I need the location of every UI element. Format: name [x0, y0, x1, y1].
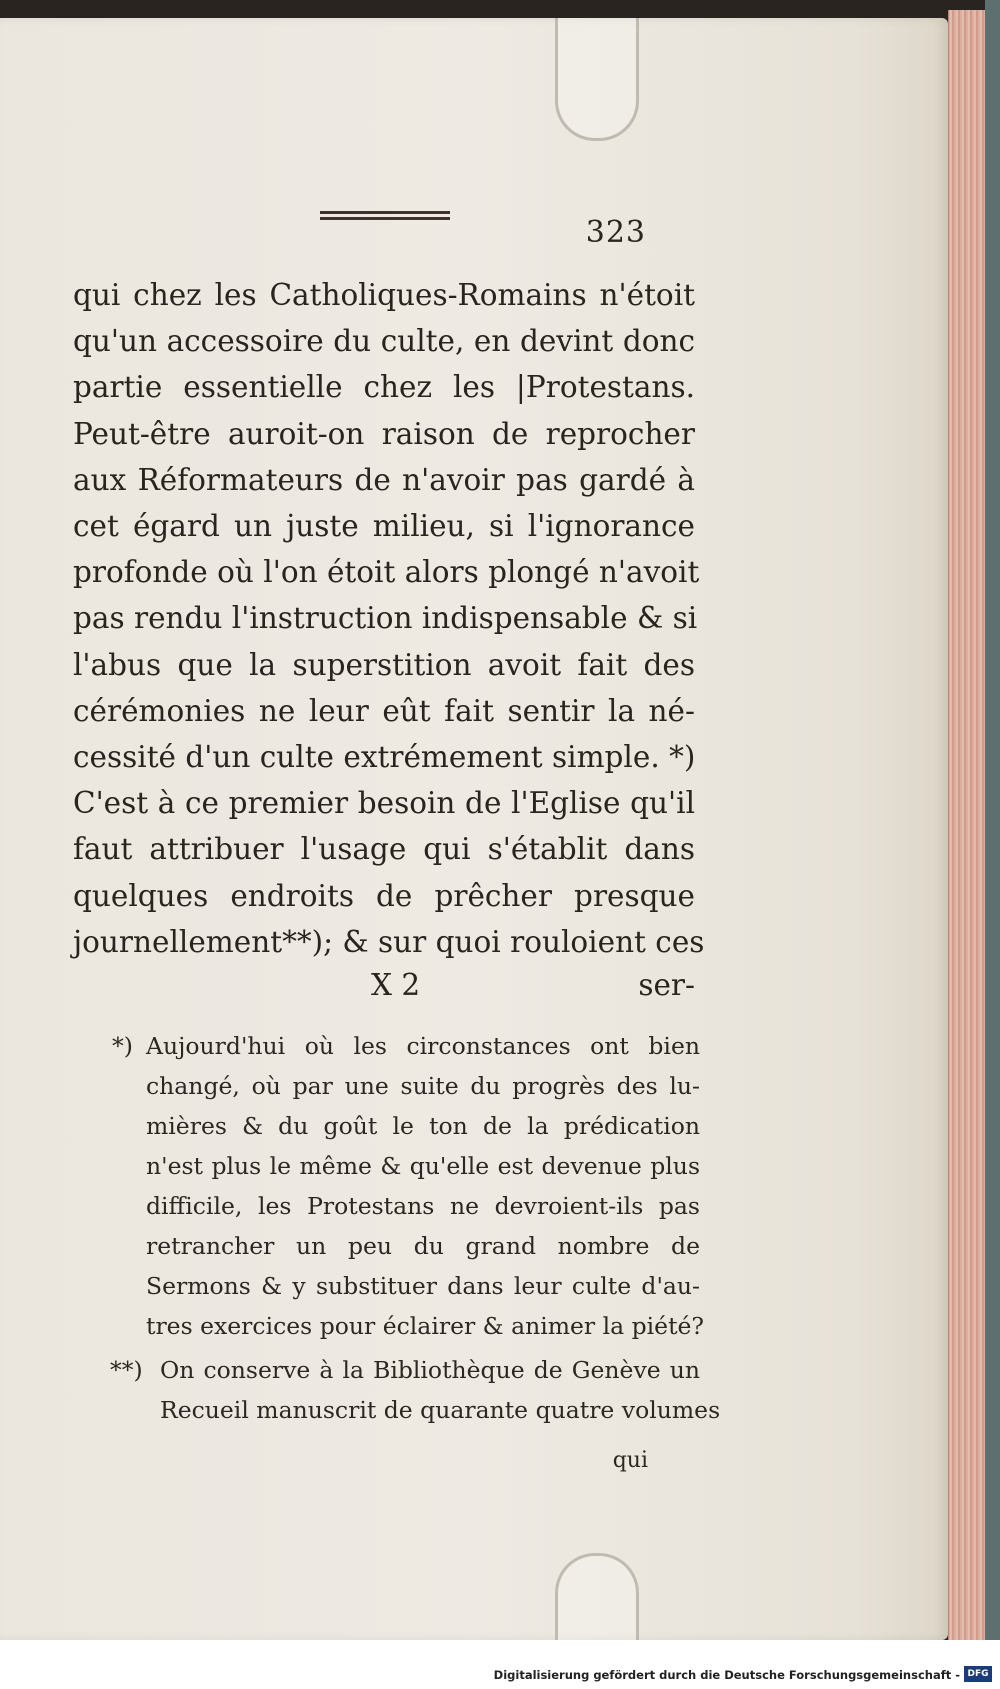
body-line: quelques endroits de prêcher presque [73, 878, 695, 913]
top-page-clip [555, 18, 639, 141]
body-line: pas rendu l'instruction indispensable & si [73, 601, 698, 636]
footer-bar [0, 1640, 1000, 1689]
footnote-catchword: qui [612, 1448, 648, 1473]
footnote-line: mières & du goût le ton de la prédication [146, 1112, 700, 1140]
book-cover-edge [985, 0, 1000, 1640]
body-line: qu'un accessoire du culte, en devint donc [73, 324, 695, 359]
body-line: l'abus que la superstition avoit fait des [73, 647, 695, 682]
footnote-2-mark: **) [110, 1356, 143, 1384]
footnote-line: tres exercices pour éclairer & animer la piété? [146, 1312, 705, 1340]
footnotes [110, 1026, 721, 1430]
footnote-line: On conserve à la Bibliothèque de Genève un [160, 1356, 700, 1384]
body-line: qui chez les Catholiques-Romains n'étoit [73, 278, 695, 312]
body-line: C'est à ce premier besoin de l'Eglise qu'il [73, 786, 695, 821]
body-line: Peut-être auroit-on raison de reprocher [73, 416, 695, 451]
body-line: journellement**); & sur quoi rouloient ces [73, 924, 705, 959]
body-line: cet égard un juste milieu, si l'ignorance [73, 509, 695, 544]
signature-line [73, 968, 695, 1008]
footnote-1 [112, 1026, 705, 1346]
footnote-line: Sermons & y substituer dans leur culte d'au- [146, 1272, 700, 1300]
body-line: profonde où l'on étoit alors plongé n'avoit [73, 555, 700, 590]
funding-credit: Digitalisierung gefördert durch die Deutsche Forschungsgemeinschaft - [493, 1668, 960, 1682]
header-rule-ornament [320, 211, 450, 220]
footnote-line: n'est plus le même & qu'elle est devenue plus [146, 1152, 700, 1180]
footnote-line: Aujourd'hui où les circonstances ont bien [146, 1032, 700, 1060]
catchword: ser- [638, 968, 695, 1002]
book-page [0, 18, 948, 1640]
footnote-1-mark: *) [112, 1032, 133, 1060]
footnote-2 [110, 1350, 721, 1430]
body-line: cessité d'un culte extrémement simple. *) [73, 740, 696, 775]
dfg-logo-icon: DFG [964, 1666, 992, 1682]
footnote-line: difficile, les Protestans ne devroient-ils pas [146, 1192, 700, 1220]
footnote-line: retrancher un peu du grand nombre de [146, 1232, 700, 1260]
signature-mark: X 2 [371, 968, 421, 1002]
footnote-line: Recueil manuscrit de quarante quatre volumes [160, 1396, 721, 1424]
body-text [73, 272, 705, 965]
body-line: faut attribuer l'usage qui s'établit dans [73, 832, 695, 867]
body-line: aux Réformateurs de n'avoir pas gardé à [73, 462, 695, 497]
body-line: cérémonies ne leur eût fait sentir la né- [73, 693, 695, 728]
page-number: 323 [585, 215, 646, 250]
body-line: partie essentielle chez les |Protestans. [73, 370, 695, 405]
footnote-line: changé, où par une suite du progrès des lu- [146, 1072, 700, 1100]
